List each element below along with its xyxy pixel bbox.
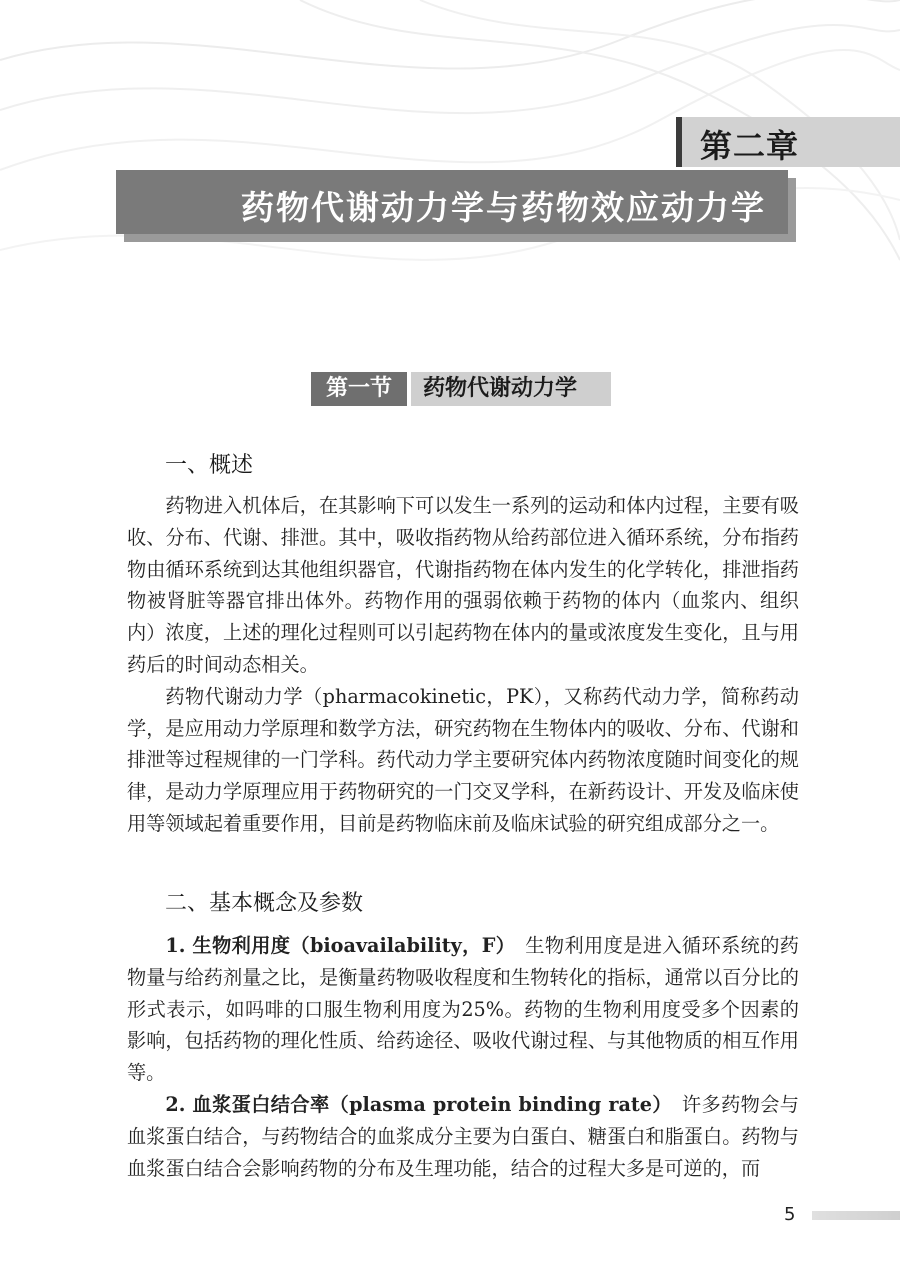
overview-body [127,490,799,840]
concept-bioavailability-text: 生物利用度是进入循环系统的药物量与给药剂量之比，是衡量药物吸收程度和生物转化的指标，通常以百分比的形式表示，如吗啡的口服生物利用度为25%。药物的生物利用度受多个因素的影响，包括药物的理化性质、给药途径、吸收代谢过程、与其他物质的相互作用等。 [127,934,799,1085]
concept-bioavailability [127,930,799,1089]
chapter-title-box [116,170,788,234]
concept-bioavailability-term: 1. 生物利用度（bioavailability，F） [165,934,506,957]
section-number: 第一节 [311,372,407,406]
page-number-bar [812,1211,900,1220]
chapter-label: 第二章 [700,127,800,165]
page-number: 5 [784,1204,796,1225]
section-heading [311,372,611,406]
concept-protein-binding [127,1089,799,1184]
section-title: 药物代谢动力学 [411,372,611,406]
overview-paragraph-1: 药物进入机体后，在其影响下可以发生一系列的运动和体内过程，主要有吸收、分布、代谢、排泄。其中，吸收指药物从给药部位进入循环系统，分布指药物由循环系统到达其他组织器官，代谢指药物在体内发生的化学转化，排泄指药物被肾脏等器官排出体外。药物作用的强弱依赖于药物的体内（血浆内、组织内）浓度，上述的理化过程则可以引起药物在体内的量或浓度发生变化，且与用药后的时间动态相关。 [127,494,799,676]
heading-overview: 一、概述 [165,453,254,478]
concept-protein-binding-term: 2. 血浆蛋白结合率（plasma protein binding rate） [165,1092,663,1116]
overview-paragraph-2: 药物代谢动力学（pharmacokinetic，PK），又称药代动力学，简称药动学，是应用动力学原理和数学方法，研究药物在生物体内的吸收、分布、代谢和排泄等过程规律的一门学科。药代动力学主要研究体内药物浓度随时间变化的规律，是动力学原理应用于药物研究的一门交叉学科，在新药设计、开发及临床使用等领域起着重要作用，目前是药物临床前及临床试验的研究组成部分之一。 [127,684,799,835]
heading-concepts: 二、基本概念及参数 [165,891,364,916]
chapter-title: 药物代谢动力学与药物效应动力学 [241,188,766,227]
chapter-label-box [676,117,900,167]
concepts-body [127,930,799,1184]
concept-protein-binding-text: 许多药物会与血浆蛋白结合，与药物结合的血浆成分主要为白蛋白、糖蛋白和脂蛋白。药物与血浆蛋白结合会影响药物的分布及生理功能，结合的过程大多是可逆的，而 [127,1092,799,1180]
